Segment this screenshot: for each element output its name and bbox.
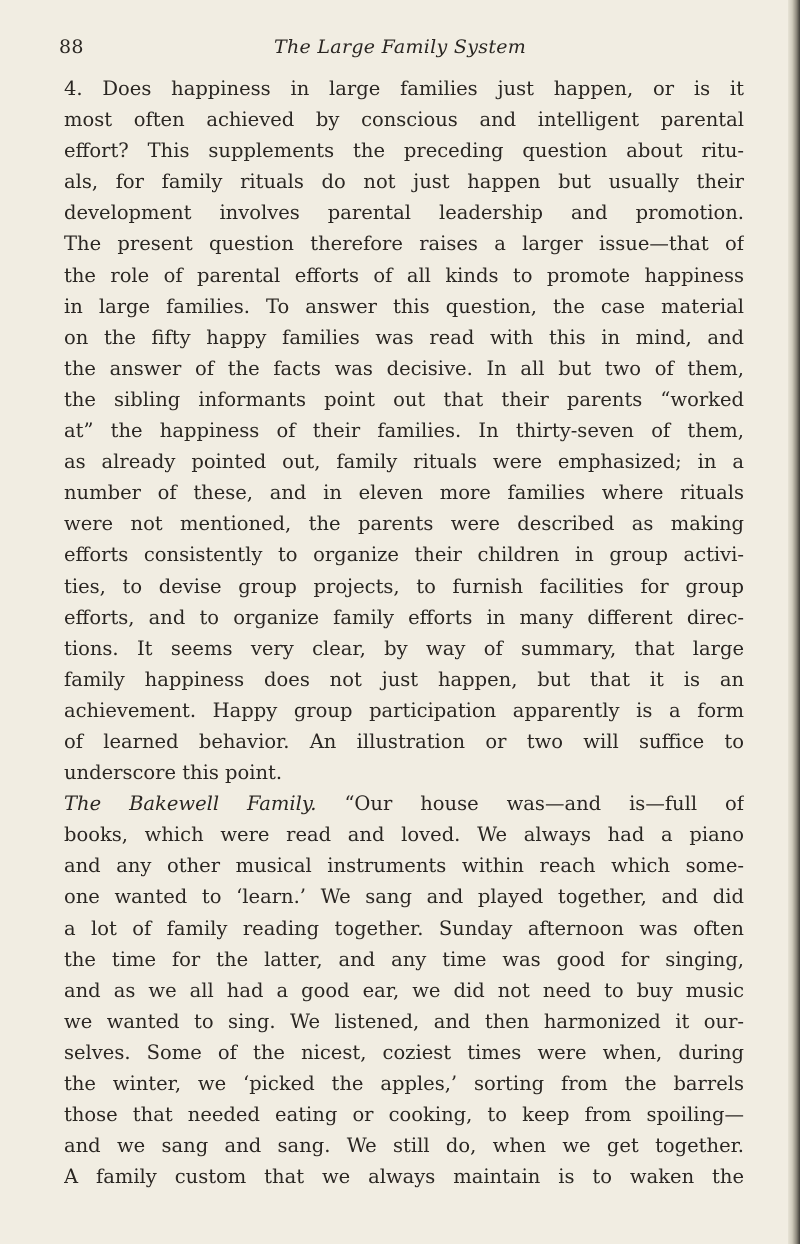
line-text: tions. It seems very clear, by way of summary, that large [64, 636, 744, 660]
text-line [64, 602, 744, 633]
text-line [64, 788, 744, 819]
text-line [64, 260, 744, 291]
text-line [64, 975, 744, 1006]
text-line [64, 571, 744, 602]
text-line [64, 539, 744, 570]
line-text: as already pointed out, family rituals were emphasized; in a [64, 450, 744, 474]
text-line [64, 726, 744, 757]
text-line [64, 1068, 744, 1099]
text-line [64, 135, 744, 166]
text-line [64, 850, 744, 881]
text-line [64, 353, 744, 384]
text-line [64, 291, 744, 322]
line-text: one wanted to ‘learn.’ We sang and played together, and did [64, 885, 744, 909]
text-line [64, 166, 744, 197]
line-text: the time for the latter, and any time was good for singing, [64, 947, 744, 971]
text-line [64, 944, 744, 975]
text-line [64, 1037, 744, 1068]
section-heading: The Bakewell Family. [64, 792, 317, 816]
text-line [64, 881, 744, 912]
text-line [64, 73, 744, 104]
text-line [64, 757, 744, 788]
line-text: the sibling informants point out that their parents “worked [64, 387, 744, 411]
running-head [59, 36, 759, 66]
line-text: A family custom that we always maintain is to waken the [64, 1165, 744, 1189]
line-text: efforts consistently to organize their children in group activi- [64, 543, 744, 567]
line-text: and any other musical instruments within reach which some- [64, 854, 744, 878]
text-line [64, 228, 744, 259]
text-line [64, 913, 744, 944]
text-line [64, 322, 744, 353]
text-line [64, 1099, 744, 1130]
text-line [64, 508, 744, 539]
line-text: we wanted to sing. We listened, and then harmonized it our- [64, 1009, 744, 1033]
line-text: were not mentioned, the parents were described as making [64, 512, 744, 536]
line-text: and we sang and sang. We still do, when we get together. [64, 1134, 744, 1158]
text-line [64, 819, 744, 850]
text-line [64, 104, 744, 135]
text-line [64, 477, 744, 508]
text-line [64, 633, 744, 664]
text-line [64, 1161, 744, 1192]
line-text: the role of parental efforts of all kinds to promote happiness [64, 263, 744, 287]
page-number: 88 [59, 36, 84, 58]
text-line [64, 197, 744, 228]
line-text: “Our house was—and is—full of [316, 792, 744, 816]
text-line [64, 415, 744, 446]
line-text: als, for family rituals do not just happen but usually their [64, 170, 744, 194]
line-text: in large families. To answer this question, the case material [64, 294, 744, 318]
line-text: books, which were read and loved. We always had a piano [64, 823, 744, 847]
line-text: The present question therefore raises a larger issue—that of [64, 232, 744, 256]
line-text: underscore this point. [64, 761, 283, 785]
line-text: family happiness does not just happen, but that it is an [64, 667, 744, 691]
line-text: efforts, and to organize family efforts in many different direc- [64, 605, 744, 629]
line-text: at” the happiness of their families. In thirty-seven of them, [64, 419, 744, 443]
line-text: selves. Some of the nicest, coziest times were when, during [64, 1040, 744, 1064]
text-line [64, 384, 744, 415]
line-text: 4. Does happiness in large families just happen, or is it [64, 77, 744, 100]
text-line [64, 695, 744, 726]
line-text: and as we all had a good ear, we did not need to buy music [64, 978, 744, 1002]
text-line [64, 1006, 744, 1037]
line-text: the answer of the facts was decisive. In all but two of them, [64, 356, 744, 380]
page-edge-shadow [788, 0, 800, 1244]
line-text: on the fifty happy families was read with this in mind, and [64, 325, 744, 349]
line-text: those that needed eating or cooking, to keep from spoiling— [64, 1103, 744, 1127]
line-text: a lot of family reading together. Sunday afternoon was often [64, 916, 744, 940]
line-text: number of these, and in eleven more families where rituals [64, 481, 744, 505]
line-text: development involves parental leadership and promotion. [64, 201, 744, 225]
line-text: the winter, we ‘picked the apples,’ sorting from the barrels [64, 1072, 744, 1095]
line-text: of learned behavior. An illustration or two will suffice to [64, 729, 744, 753]
line-text: achievement. Happy group participation apparently is a form [64, 698, 744, 722]
body-text [64, 73, 744, 1192]
line-text: ties, to devise group projects, to furnish facilities for group [64, 574, 744, 598]
running-title: The Large Family System [274, 36, 527, 58]
line-text: effort? This supplements the preceding question about ritu- [64, 139, 744, 163]
text-line [64, 664, 744, 695]
text-line [64, 446, 744, 477]
text-line [64, 1130, 744, 1161]
line-text: most often achieved by conscious and intelligent parental [64, 108, 744, 132]
